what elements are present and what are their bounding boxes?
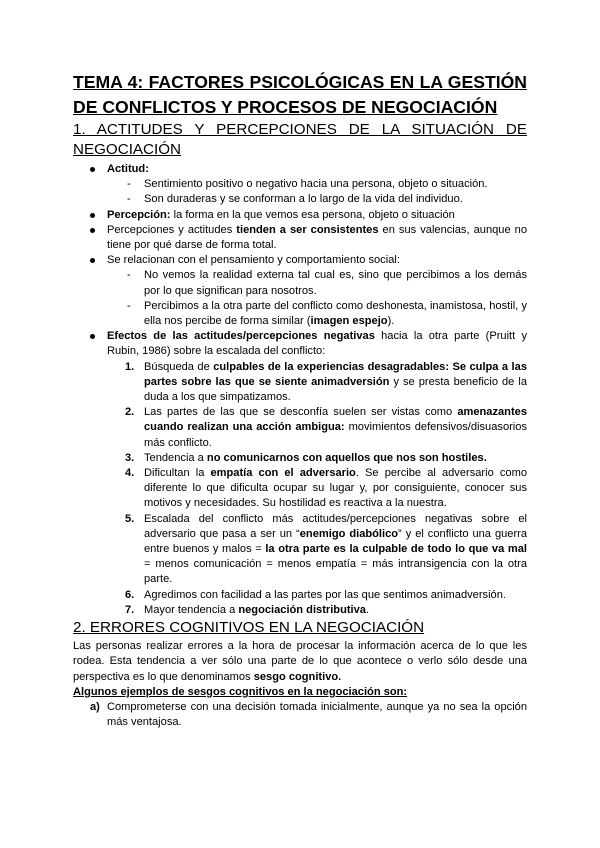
item-text-end: . xyxy=(365,603,370,616)
item-text: Búsqueda de xyxy=(144,360,214,373)
item-bold: empatía con el adversario xyxy=(210,467,356,480)
pensamiento-sublist xyxy=(107,268,527,329)
consistentes-bold: tienden a ser consistentes xyxy=(236,223,379,236)
efecto-item-6 xyxy=(107,588,527,603)
section-1-heading: 1. ACTITUDES Y PERCEPCIONES DE LA SITUACIÓN DE NEGOCIACIÓN xyxy=(73,121,527,158)
efecto-item-1 xyxy=(107,360,527,406)
item-number: 3. xyxy=(125,451,135,464)
item-text-end: y se presta beneficio de la duda a los que simpatizamos. xyxy=(144,375,527,404)
item-number: 7. xyxy=(125,603,135,616)
bullet-percepcion xyxy=(73,208,527,223)
item-bold: enemigo diabólico xyxy=(299,527,399,540)
bullet-pensamiento xyxy=(73,253,527,329)
item-text: Dificultan la xyxy=(144,467,211,480)
efectos-intro xyxy=(107,329,527,359)
item-text-end: movimientos defensivos/disuasorios más conflicto. xyxy=(144,421,527,449)
item-letter: a) xyxy=(90,700,100,713)
consistentes-text: Percepciones y actitudes xyxy=(107,223,237,236)
item-text-mid: ” y el conflicto una guerra entre buenos y malos = xyxy=(144,527,528,556)
actitud-item: - Sentimiento positivo o negativo hacia una persona, objeto o situación. xyxy=(107,177,527,192)
efectos-text: hacia la otra parte (Pruitt y Rubin, 1986) sobre la escalada del conflicto: xyxy=(107,330,528,358)
item-text: Escalada del conflicto más actitudes/percepciones negativas sobre el adversario que pasa a ser un “ xyxy=(144,512,527,540)
pensamiento-item xyxy=(107,299,527,329)
efectos-numbered-list xyxy=(107,360,527,618)
section-2-paragraph xyxy=(73,639,527,685)
page-title: TEMA 4: FACTORES PSICOLÓGICAS EN LA GESTIÓN DE CONFLICTOS Y PROCESOS DE NEGOCIACIÓN xyxy=(73,72,527,117)
bullet-efectos xyxy=(73,329,527,618)
item-text: Agredimos con facilidad a las partes por las que sentimos animadversión. xyxy=(144,588,506,601)
efecto-item-7 xyxy=(107,603,527,618)
pensamiento-text: Se relacionan con el pensamiento y comportamiento social: xyxy=(107,254,400,267)
item-text-end: = menos comunicación = menos empatía = más intransigencia con la otra parte. xyxy=(144,558,527,586)
actitud-label: Actitud: xyxy=(107,163,149,175)
item-bold: no comunicarnos con aquellos que nos son hostiles. xyxy=(206,451,487,464)
item-bold: negociación distributiva xyxy=(238,603,366,616)
pensamiento-item-end: ). xyxy=(387,315,395,328)
example-item-a xyxy=(73,700,527,730)
item-text-end: . Se percibe al adversario como diferente lo que dificulta ocupar su lugar y, por consiguiente, conocer sus motivos y necesidades. Su hostilidad es reactiva a la nuestra. xyxy=(144,467,527,510)
item-number: 1. xyxy=(125,360,135,373)
consistentes-text-end: en sus valencias, aunque no tiene por qué darse de forma total. xyxy=(107,223,527,252)
efecto-item-2 xyxy=(107,405,527,451)
pensamiento-item: - No vemos la realidad externa tal cual es, sino que percibimos a los demás por lo que significan para nosotros. xyxy=(107,268,527,298)
item-number: 5. xyxy=(125,512,135,525)
document-content xyxy=(73,70,527,730)
percepcion-label: Percepción: xyxy=(107,208,171,221)
examples-heading: Algunos ejemplos de sesgos cognitivos en la negociación son: xyxy=(73,685,408,698)
actitud-item: - Son duraderas y se conforman a lo largo de la vida del individuo. xyxy=(107,192,527,207)
efectos-bold: Efectos de las actitudes/percepciones negativas xyxy=(107,330,375,343)
item-number: 2. xyxy=(125,406,135,419)
efecto-item-5 xyxy=(107,512,527,588)
item-bold: culpables de la experiencias desagradables: Se culpa a las partes sobre las que se siente animadversión xyxy=(144,360,527,388)
item-number: 4. xyxy=(125,467,135,480)
bullet-consistentes xyxy=(73,223,527,253)
pensamiento-item-text: Percibimos a la otra parte del conflicto como deshonesta, inamistosa, hostil, y ella nos percibe de forma similar ( xyxy=(144,299,527,328)
efecto-item-3 xyxy=(107,451,527,466)
percepcion-text: la forma en la que vemos esa persona, objeto o situación xyxy=(170,208,455,221)
section-2-heading: 2. ERRORES COGNITIVOS EN LA NEGOCIACIÓN xyxy=(73,619,425,637)
item-text: Las partes de las que se desconfía suelen ser vistas como xyxy=(144,406,458,419)
efecto-item-4 xyxy=(107,466,527,512)
sesgo-cognitivo-bold: sesgo cognitivo. xyxy=(253,670,342,683)
bullet-actitud xyxy=(73,162,527,208)
item-text: Comprometerse con una decisión tomada inicialmente, aunque ya no sea la opción más ventajosa. xyxy=(107,700,527,729)
item-text: Mayor tendencia a xyxy=(144,603,239,616)
item-text: Tendencia a xyxy=(144,451,207,464)
paragraph-text: Las personas realizar errores a la hora de procesar la información acerca de lo que les rodea. Esta tendencia a ver sólo una parte de lo que acontece o verlo sólo desde una perspectiva es lo que denominamos xyxy=(73,640,527,683)
item-number: 6. xyxy=(125,588,135,601)
item-bold-2: la otra parte es la culpable de todo lo que va mal xyxy=(265,543,527,556)
item-bold: amenazantes cuando realizan una acción ambigua: xyxy=(144,406,527,434)
imagen-espejo-bold: imagen espejo xyxy=(310,315,388,328)
section-1-bullet-list xyxy=(73,162,527,618)
actitud-sublist xyxy=(107,177,527,207)
